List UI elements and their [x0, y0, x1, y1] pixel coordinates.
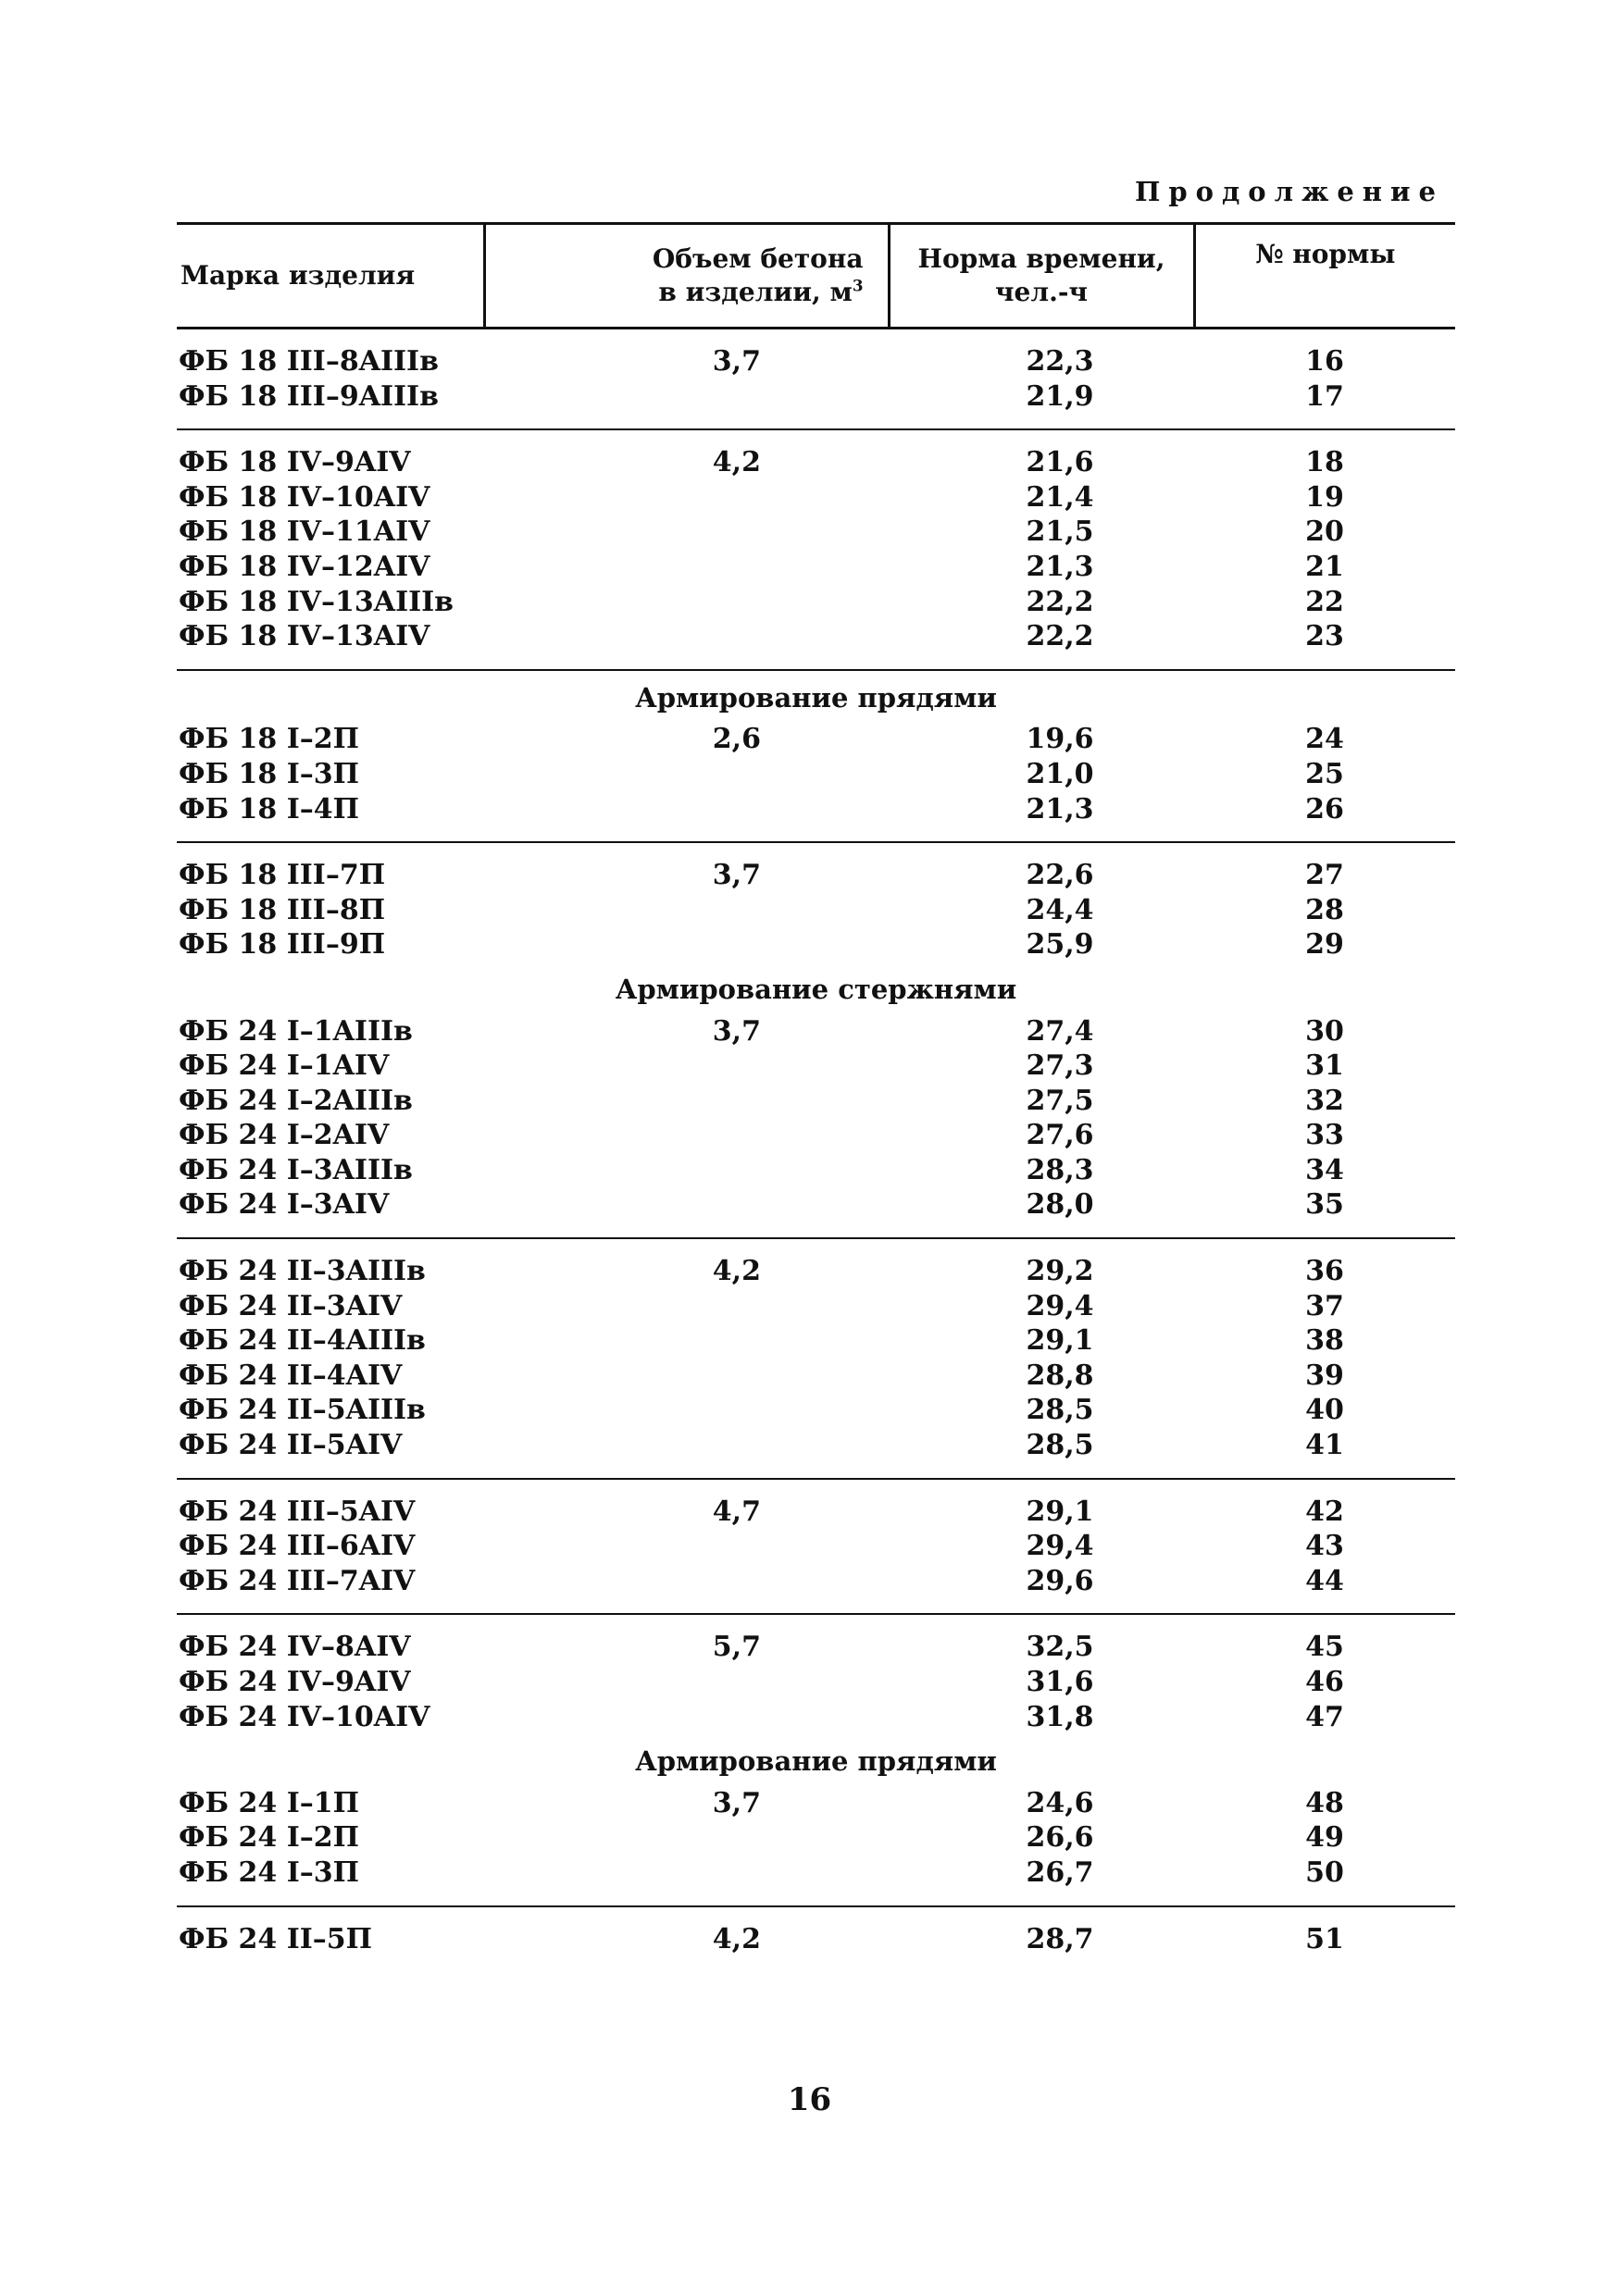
- norms-table-container: [177, 222, 1455, 1956]
- cell-mark: ФБ 18 III–9AIIIв: [177, 379, 484, 430]
- cell-volume: [484, 1393, 889, 1428]
- cell-norm: 29,6: [889, 1564, 1194, 1615]
- cell-norm: 25,9: [1026, 928, 1094, 962]
- cell-num: 18: [1305, 446, 1344, 479]
- table-row: [177, 1665, 1455, 1700]
- table-row: [177, 585, 1455, 620]
- cell-num: 21: [1305, 550, 1344, 583]
- cell-num: 33: [1305, 1119, 1344, 1152]
- table-row: [177, 722, 1455, 757]
- cell-mark: ФБ 18 IV–9AIV: [179, 446, 411, 479]
- cell-volume: [484, 480, 889, 515]
- cell-mark: ФБ 18 I–2П: [179, 723, 359, 756]
- cell-norm: 24,6: [1026, 1786, 1094, 1819]
- table-row: [177, 1479, 1455, 1530]
- cell-mark: ФБ 24 I–2AIV: [179, 1119, 390, 1152]
- cell-volume: [484, 1855, 889, 1906]
- cell-num: 34: [1305, 1153, 1344, 1186]
- cell-num: 49: [1305, 1821, 1344, 1855]
- cell-num: 51: [1305, 1922, 1344, 1955]
- cell-norm: 29,1: [1026, 1324, 1094, 1358]
- cell-num: 19: [1305, 480, 1344, 514]
- cell-num: 24: [1305, 723, 1344, 756]
- cell-norm: 22,6: [1026, 859, 1094, 892]
- table-row: [177, 842, 1455, 893]
- cell-mark: ФБ 24 II–4AIIIв: [179, 1324, 426, 1358]
- header-mark: Марка изделия: [177, 224, 484, 329]
- cell-mark: ФБ 24 I–3AIV: [177, 1187, 484, 1238]
- cell-volume: [484, 515, 889, 550]
- cell-norm: 22,3: [1026, 345, 1094, 378]
- header-volume: Объем бетона в изделии, $м^3$: [484, 224, 889, 329]
- cell-mark: ФБ 18 IV–13AIIIв: [179, 585, 455, 618]
- cell-volume: 3,7: [712, 859, 761, 892]
- cell-mark: ФБ 24 I–1AIV: [179, 1049, 390, 1083]
- cell-mark: ФБ 24 III–5AIV: [179, 1495, 416, 1528]
- cell-mark: ФБ 24 II–3AIV: [179, 1289, 403, 1322]
- cell-norm: 21,5: [1026, 515, 1094, 549]
- table-row: [177, 1118, 1455, 1153]
- cell-volume: [484, 757, 889, 792]
- table-row: [177, 927, 1455, 962]
- cell-num: 28: [1305, 893, 1344, 926]
- cell-norm: 19,6: [1026, 723, 1094, 756]
- cell-norm: 29,1: [1026, 1495, 1094, 1528]
- cell-mark: ФБ 24 II–5AIV: [177, 1428, 484, 1479]
- cell-mark: ФБ 18 III–8AIIIв: [179, 345, 439, 378]
- cell-volume: [484, 792, 889, 843]
- cell-norm: 28,7: [1026, 1922, 1094, 1955]
- cell-volume: [484, 1564, 889, 1615]
- cell-mark: ФБ 18 I–4П: [177, 792, 484, 843]
- table-row: [177, 1614, 1455, 1665]
- cell-num: 42: [1305, 1495, 1344, 1528]
- cell-num: 40: [1305, 1394, 1344, 1427]
- table-row: [177, 1855, 1455, 1906]
- cell-volume: [484, 1665, 889, 1700]
- cell-norm: 28,5: [889, 1428, 1194, 1479]
- table-row: [177, 1084, 1455, 1119]
- cell-num: 35: [1194, 1187, 1455, 1238]
- table-row: [177, 429, 1455, 480]
- cell-num: 31: [1305, 1049, 1344, 1083]
- cell-volume: 3,7: [712, 1786, 761, 1819]
- cell-mark: ФБ 24 I–2AIIIв: [179, 1084, 413, 1117]
- table-row: [177, 379, 1455, 430]
- table-row: [177, 1700, 1455, 1735]
- cell-norm: 32,5: [1026, 1631, 1094, 1664]
- cell-mark: ФБ 24 I–1AIIIв: [179, 1014, 413, 1048]
- cell-norm: 27,5: [1026, 1084, 1094, 1117]
- table-header-row: [177, 224, 1455, 329]
- cell-norm: 21,9: [889, 379, 1194, 430]
- cell-volume: 4,2: [712, 446, 761, 479]
- section-heading-rods: [177, 962, 1455, 1014]
- section-heading-text: Армирование стержнями: [615, 973, 1017, 1005]
- cell-num: 20: [1305, 515, 1344, 549]
- cell-num: 41: [1194, 1428, 1455, 1479]
- cell-norm: 29,4: [1026, 1289, 1094, 1322]
- table-row: [177, 1238, 1455, 1289]
- cell-volume: [484, 585, 889, 620]
- cell-num: 17: [1194, 379, 1455, 430]
- cell-volume: [484, 893, 889, 928]
- cell-mark: ФБ 24 I–3П: [177, 1855, 484, 1906]
- table-row: [177, 1049, 1455, 1084]
- cell-mark: ФБ 18 IV–11AIV: [179, 515, 430, 549]
- table-row: [177, 329, 1455, 379]
- cell-norm: 31,6: [1026, 1666, 1094, 1698]
- section-heading-text: Армирование прядями: [635, 681, 997, 714]
- norms-table: [177, 222, 1455, 1956]
- cell-mark: ФБ 24 II–4AIV: [179, 1359, 403, 1392]
- cell-mark: ФБ 18 I–3П: [179, 757, 359, 790]
- table-row: [177, 792, 1455, 843]
- cell-mark: ФБ 24 I–2П: [179, 1821, 359, 1855]
- cell-mark: ФБ 24 I–1П: [179, 1786, 359, 1819]
- cell-volume: 4,2: [712, 1922, 761, 1955]
- cell-volume: [484, 1359, 889, 1394]
- cell-norm: 22,2: [1026, 585, 1094, 618]
- cell-norm: 27,4: [1026, 1014, 1094, 1048]
- table-row: [177, 1820, 1455, 1855]
- cell-num: 48: [1305, 1786, 1344, 1819]
- cell-norm: 21,4: [1026, 480, 1094, 514]
- cell-num: 23: [1194, 619, 1455, 670]
- cell-volume: [484, 619, 889, 670]
- cell-norm: 28,3: [1026, 1153, 1094, 1186]
- cell-mark: ФБ 24 I–3AIIIв: [179, 1153, 413, 1186]
- cell-volume: [484, 1700, 889, 1735]
- cell-mark: ФБ 18 IV–10AIV: [179, 480, 430, 514]
- cell-volume: [484, 1323, 889, 1359]
- table-row: [177, 1289, 1455, 1324]
- cell-volume: [484, 379, 889, 430]
- table-row: [177, 1906, 1455, 1957]
- table-row: [177, 1323, 1455, 1359]
- cell-mark: ФБ 24 III–6AIV: [179, 1530, 416, 1563]
- section-heading-strands-18: [177, 670, 1455, 723]
- table-row: [177, 1187, 1455, 1238]
- continuation-label: Продолжение: [1134, 176, 1444, 207]
- cell-mark: ФБ 24 II–5П: [179, 1922, 373, 1955]
- table-row: [177, 1153, 1455, 1188]
- section-heading-text: Армирование прядями: [635, 1744, 997, 1777]
- cell-num: 44: [1194, 1564, 1455, 1615]
- table-row: [177, 515, 1455, 550]
- cell-mark: ФБ 18 III–8П: [179, 893, 386, 926]
- cell-volume: [484, 1428, 889, 1479]
- cell-num: 16: [1305, 345, 1344, 378]
- cell-num: 45: [1305, 1631, 1344, 1664]
- cell-volume: [484, 1049, 889, 1084]
- cell-volume: 3,7: [712, 345, 761, 378]
- cell-mark: ФБ 24 IV–9AIV: [179, 1666, 411, 1698]
- table-row: [177, 1428, 1455, 1479]
- cell-volume: [484, 1289, 889, 1324]
- table-row: [177, 1564, 1455, 1615]
- cell-num: 26: [1194, 792, 1455, 843]
- cell-volume: 3,7: [712, 1014, 761, 1048]
- cell-mark: ФБ 18 III–9П: [179, 928, 386, 962]
- cell-norm: 27,6: [1026, 1119, 1094, 1152]
- cell-mark: ФБ 24 IV–10AIV: [179, 1700, 430, 1733]
- cell-volume: [484, 1820, 889, 1855]
- cell-norm: 21,0: [1026, 757, 1094, 790]
- cell-volume: [484, 1529, 889, 1564]
- cell-num: 27: [1305, 859, 1344, 892]
- cell-num: 25: [1305, 757, 1344, 790]
- cell-num: 50: [1194, 1855, 1455, 1906]
- cell-volume: [484, 927, 889, 962]
- table-row: [177, 1529, 1455, 1564]
- cell-num: 36: [1305, 1255, 1344, 1288]
- section-heading-strands-24: [177, 1734, 1455, 1786]
- cell-volume: [484, 1118, 889, 1153]
- cell-volume: [484, 1187, 889, 1238]
- table-row: [177, 893, 1455, 928]
- table-row: [177, 1359, 1455, 1394]
- cell-num: 32: [1305, 1084, 1344, 1117]
- table-row: [177, 480, 1455, 515]
- table-row: [177, 1786, 1455, 1821]
- cell-norm: 21,6: [1026, 446, 1094, 479]
- cell-norm: 29,2: [1026, 1255, 1094, 1288]
- cell-norm: 21,3: [1026, 550, 1094, 583]
- cell-norm: 31,8: [1026, 1700, 1094, 1733]
- cell-num: 38: [1305, 1324, 1344, 1358]
- cell-mark: ФБ 24 III–7AIV: [177, 1564, 484, 1615]
- cell-mark: ФБ 18 III–7П: [179, 859, 386, 892]
- cell-mark: ФБ 24 IV–8AIV: [179, 1631, 411, 1664]
- cell-volume: [484, 1153, 889, 1188]
- table-row: [177, 619, 1455, 670]
- cell-volume: 4,2: [712, 1255, 761, 1288]
- table-row: [177, 1014, 1455, 1049]
- cell-num: 39: [1305, 1359, 1344, 1392]
- cell-num: 30: [1305, 1014, 1344, 1048]
- cell-volume: [484, 550, 889, 585]
- cell-norm: 26,6: [1026, 1821, 1094, 1855]
- cell-norm: 21,3: [889, 792, 1194, 843]
- cell-mark: ФБ 18 IV–12AIV: [179, 550, 430, 583]
- cell-norm: 29,4: [1026, 1530, 1094, 1563]
- cell-num: 46: [1305, 1666, 1344, 1698]
- cell-mark: ФБ 24 II–5AIIIв: [179, 1394, 426, 1427]
- cell-norm: 26,7: [889, 1855, 1194, 1906]
- cell-num: 22: [1305, 585, 1344, 618]
- cell-num: 29: [1305, 928, 1344, 962]
- cell-norm: 22,2: [889, 619, 1194, 670]
- cell-norm: 28,5: [1026, 1394, 1094, 1427]
- header-norm: Норма времени, чел.-ч: [889, 224, 1194, 329]
- cell-mark: ФБ 18 IV–13AIV: [177, 619, 484, 670]
- cell-volume: [484, 1084, 889, 1119]
- cell-volume: 4,7: [712, 1495, 761, 1528]
- cell-volume: 5,7: [712, 1631, 761, 1664]
- cell-num: 43: [1305, 1530, 1344, 1563]
- cell-mark: ФБ 24 II–3AIIIв: [179, 1255, 426, 1288]
- cell-norm: 24,4: [1026, 893, 1094, 926]
- cell-norm: 28,8: [1026, 1359, 1094, 1392]
- cell-volume: 2,6: [712, 723, 761, 756]
- header-num: № нормы: [1194, 224, 1455, 329]
- page-number: 16: [787, 2081, 832, 2118]
- cell-norm: 27,3: [1026, 1049, 1094, 1083]
- table-row: [177, 1393, 1455, 1428]
- cell-num: 37: [1305, 1289, 1344, 1322]
- table-row: [177, 757, 1455, 792]
- cell-norm: 28,0: [889, 1187, 1194, 1238]
- table-row: [177, 550, 1455, 585]
- cell-num: 47: [1305, 1700, 1344, 1733]
